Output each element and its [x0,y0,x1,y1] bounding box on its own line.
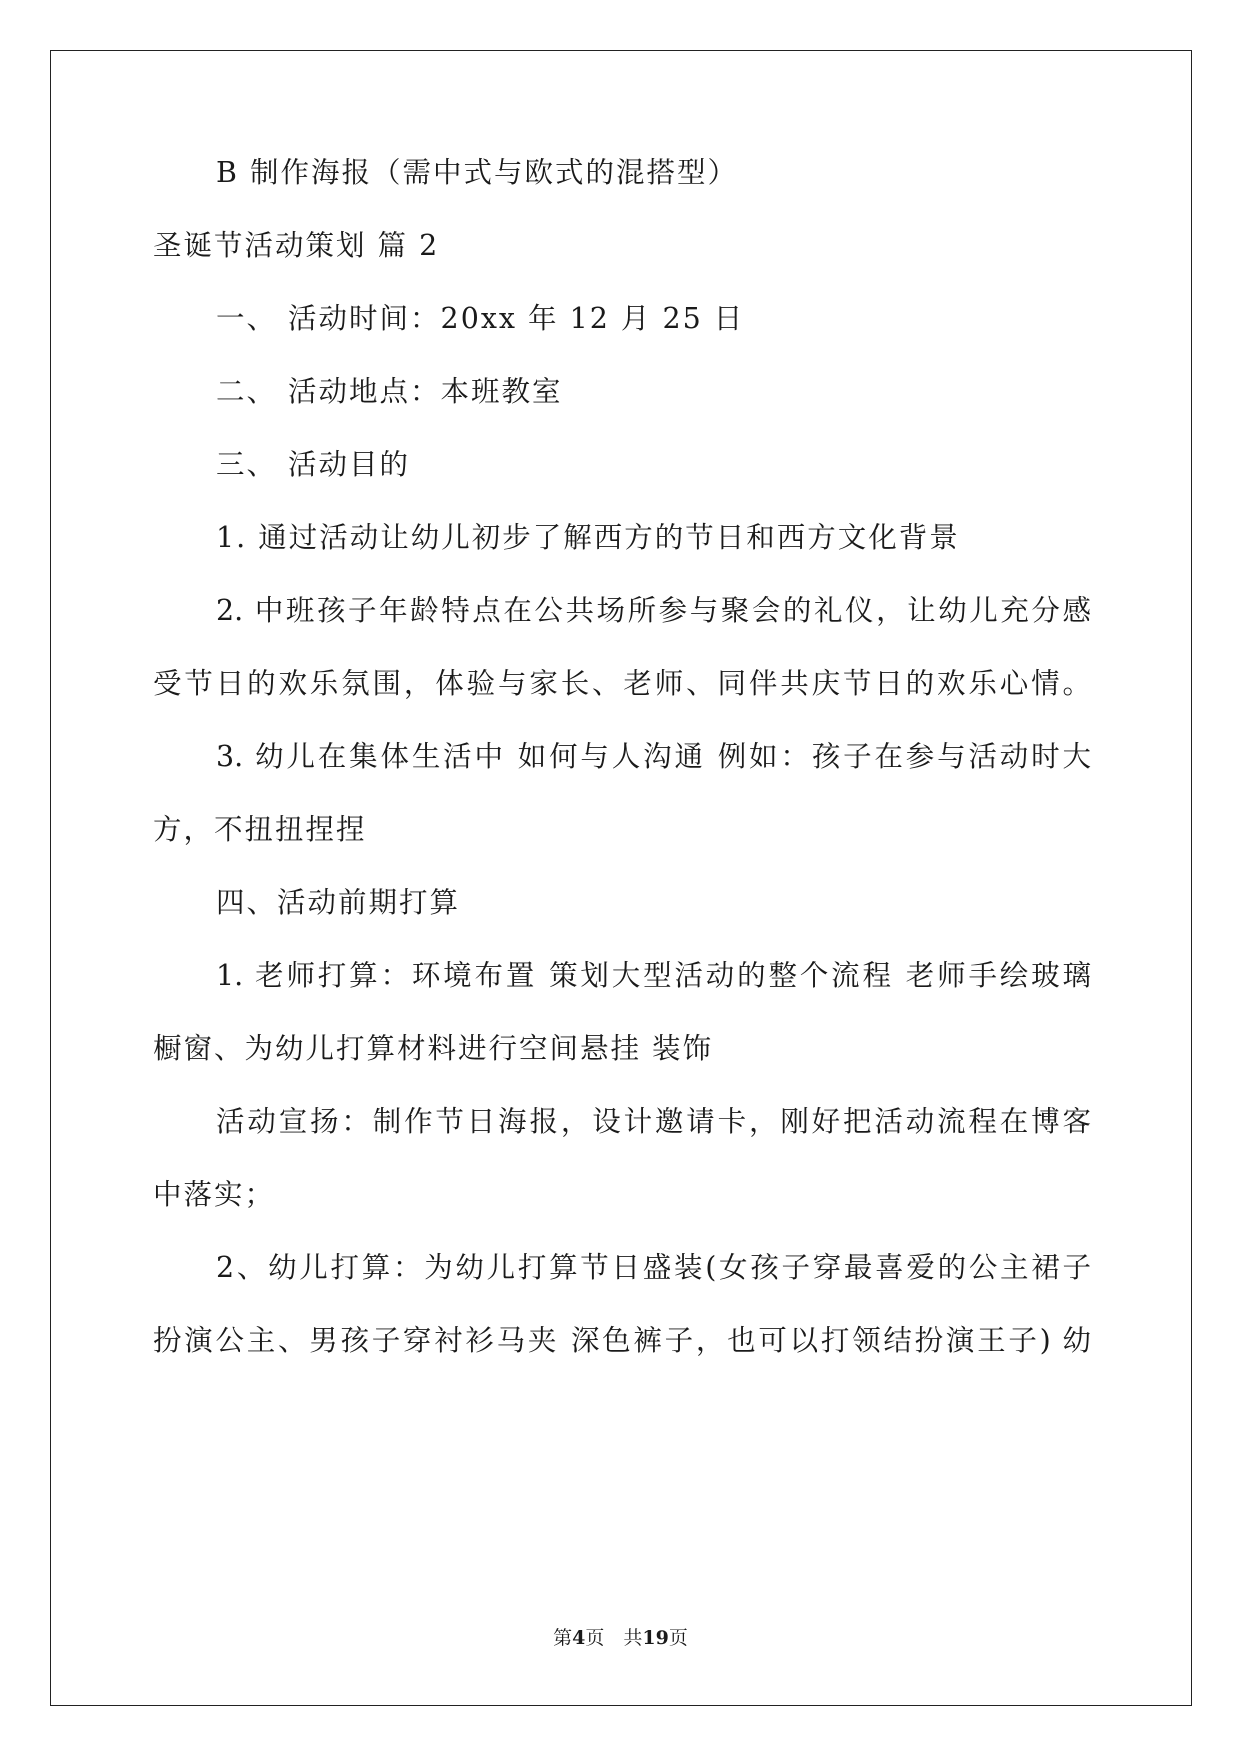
text-line: 四、活动前期打算 [216,886,461,919]
total-page-number: 19 [642,1627,669,1649]
text-line: 方，不扭扭捏捏 [153,813,367,846]
footer-prefix: 第 [553,1627,573,1649]
text-line: 3. 幼儿在集体生活中 如何与人沟通 例如：孩子在参与活动时大 [216,740,1091,773]
footer-middle: 页 共 [585,1627,643,1649]
text-line: 扮演公主、男孩子穿衬衫马夹 深色裤子，也可以打领结扮演王子) 幼 [153,1324,1091,1357]
footer-suffix: 页 [668,1627,688,1649]
text-line: 橱窗、为幼儿打算材料进行空间悬挂 装饰 [153,1032,714,1065]
text-line: 2. 中班孩子年龄特点在公共场所参与聚会的礼仪，让幼儿充分感 [216,594,1091,627]
current-page-number: 4 [572,1627,586,1649]
text-line: 活动宣扬：制作节日海报，设计邀请卡，刚好把活动流程在博客 [216,1105,1091,1138]
text-line: 1. 老师打算：环境布置 策划大型活动的整个流程 老师手绘玻璃 [216,959,1091,992]
section-heading: 圣诞节活动策划 篇 2 [153,229,440,262]
text-line: B 制作海报（需中式与欧式的混搭型） [216,156,739,189]
text-line: 一、 活动时间：20xx 年 12 月 25 日 [216,302,745,335]
text-line: 2、幼儿打算：为幼儿打算节日盛装(女孩子穿最喜爱的公主裙子 [216,1251,1091,1284]
page-footer [0,1626,1241,1650]
text-line: 二、 活动地点：本班教室 [216,375,563,408]
text-line: 1. 通过活动让幼儿初步了解西方的节日和西方文化背景 [216,521,960,554]
text-line: 三、 活动目的 [216,448,411,481]
text-line: 受节日的欢乐氛围，体验与家长、老师、同伴共庆节日的欢乐心情。 [153,667,1091,700]
text-line: 中落实； [153,1178,276,1211]
